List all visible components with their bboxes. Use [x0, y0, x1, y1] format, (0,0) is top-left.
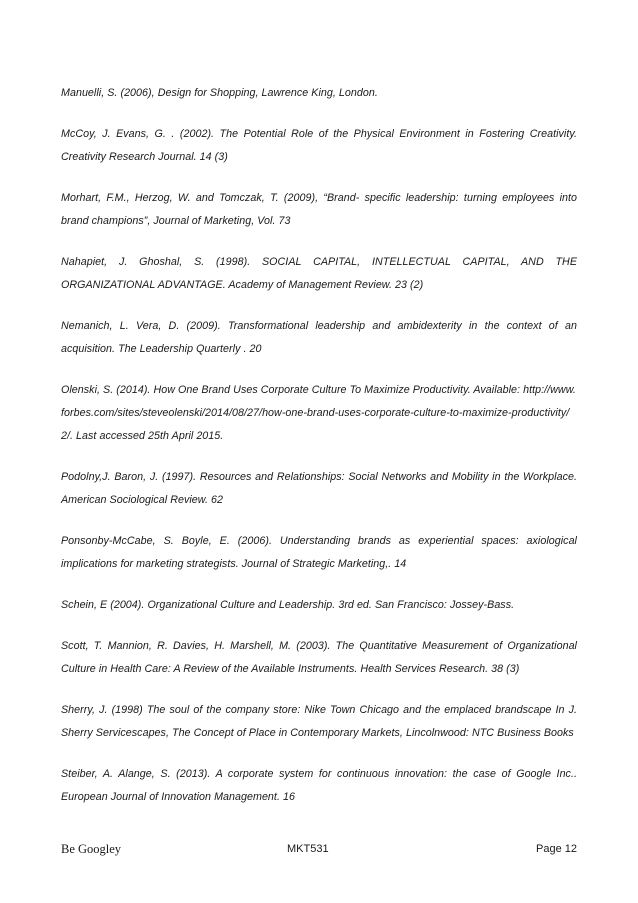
reference-list	[61, 82, 577, 827]
reference-entry: Steiber, A. Alange, S. (2013). A corporate system for continuous innovation: the case of Google Inc.. European Journal of Innovation Management. 16	[61, 768, 577, 803]
footer-document-title: Be Googley	[61, 842, 122, 856]
reference-entry: McCoy, J. Evans, G. . (2002). The Potential Role of the Physical Environment in Fostering Creativity. Creativity Research Journal. 14 (3)	[61, 128, 577, 163]
footer-page-number: Page 12	[536, 843, 577, 855]
footer-course-code: MKT531	[287, 843, 329, 855]
reference-entry: Scott, T. Mannion, R. Davies, H. Marshell, M. (2003). The Quantitative Measurement of Organizational Culture in Health Care: A Review of the Available Instruments. Health Services Research. 38 (3)	[61, 640, 577, 675]
page-footer	[61, 842, 577, 862]
reference-entry: Schein, E (2004). Organizational Culture and Leadership. 3rd ed. San Francisco: Jossey-Bass.	[61, 599, 515, 611]
reference-entry: Morhart, F.M., Herzog, W. and Tomczak, T. (2009), “Brand- specific leadership: turning employees into brand champions”, Journal of Marketing, Vol. 73	[61, 192, 577, 227]
reference-entry: Nahapiet, J. Ghoshal, S. (1998). SOCIAL CAPITAL, INTELLECTUAL CAPITAL, AND THE ORGANIZATIONAL ADVANTAGE. Academy of Management Review. 23 (2)	[61, 256, 577, 291]
reference-entry: Nemanich, L. Vera, D. (2009). Transformational leadership and ambidexterity in the context of an acquisition. The Leadership Quarterly . 20	[61, 320, 577, 355]
reference-entry: Manuelli, S. (2006), Design for Shopping, Lawrence King, London.	[61, 87, 378, 99]
reference-entry: Sherry, J. (1998) The soul of the company store: Nike Town Chicago and the emplaced brandscape In J. Sherry Servicescapes, The Concept of Place in Contemporary Markets, Lincolnwood: NTC Business Books	[61, 704, 577, 739]
reference-entry: Podolny,J. Baron, J. (1997). Resources and Relationships: Social Networks and Mobility in the Workplace. American Sociological Review. 62	[61, 471, 577, 506]
reference-entry: Olenski, S. (2014). How One Brand Uses Corporate Culture To Maximize Productivity. Available: http://www.forbes.com/sites/steveolenski/2014/08/27/how-one-brand-uses-corporate-culture-to-maximize-productivity/2/. Last accessed 25th April 2015.	[61, 384, 576, 442]
reference-entry: Ponsonby-McCabe, S. Boyle, E. (2006). Understanding brands as experiential spaces: axiological implications for marketing strategists. Journal of Strategic Marketing,. 14	[61, 535, 577, 570]
